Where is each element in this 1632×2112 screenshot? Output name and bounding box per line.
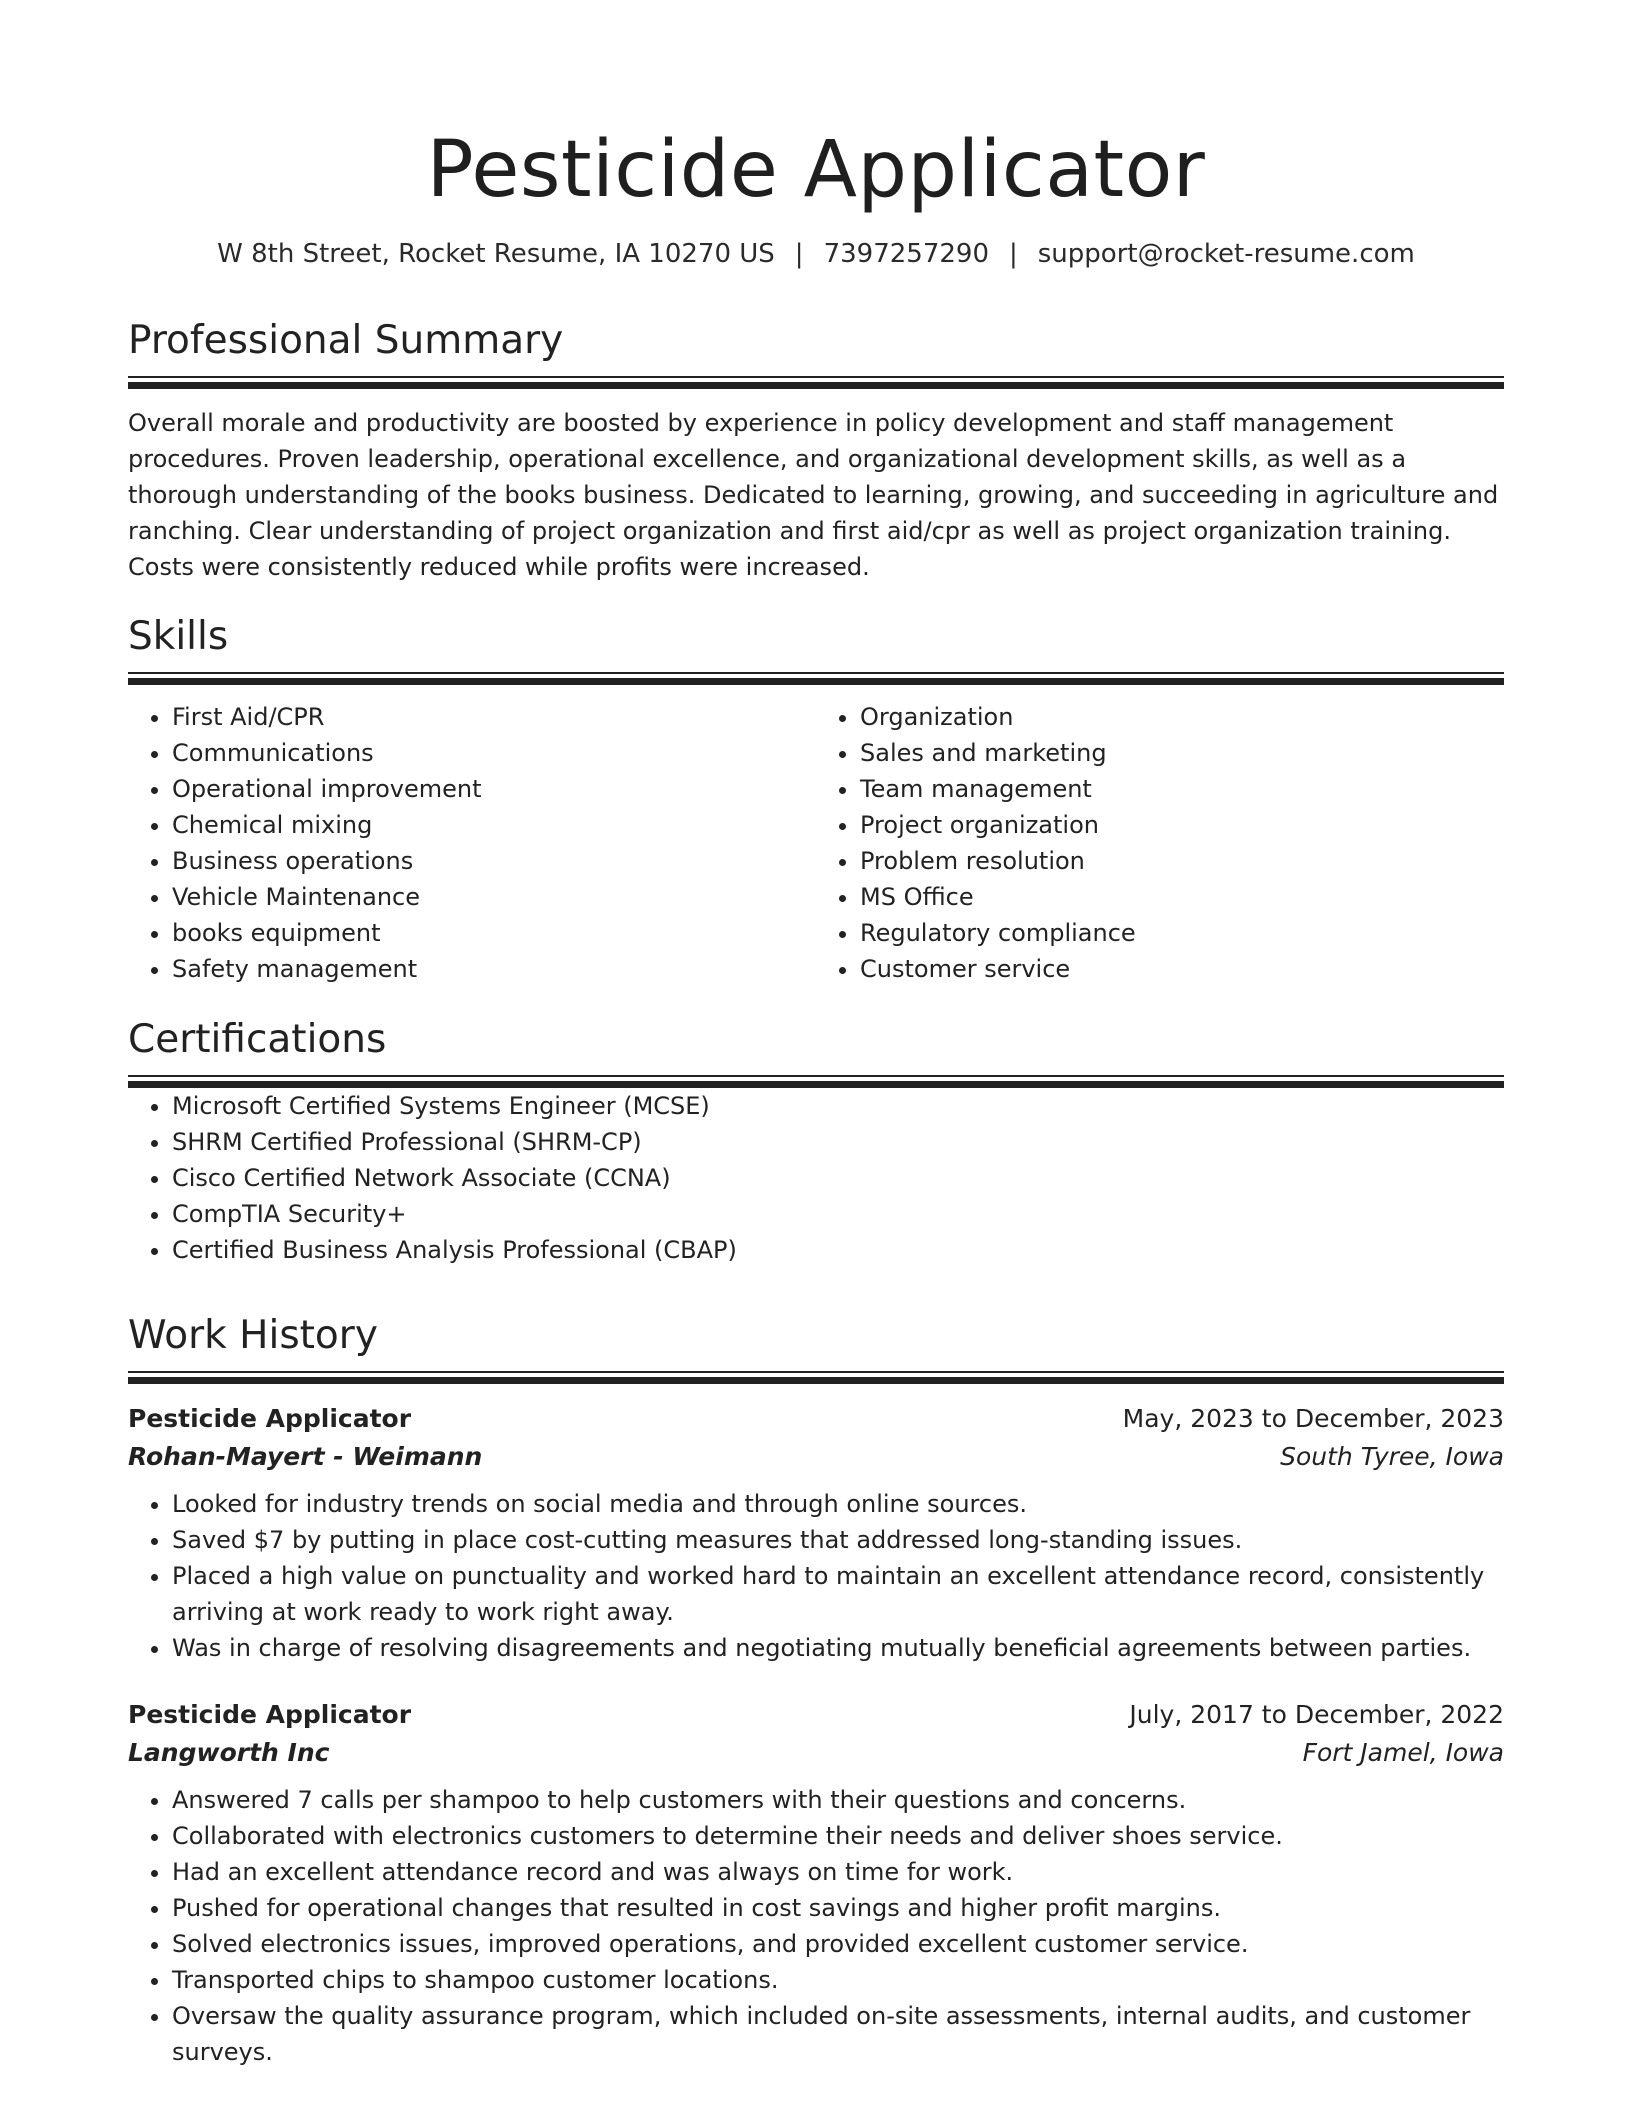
skills-grid <box>128 699 1504 987</box>
certifications-list <box>128 1088 1504 1268</box>
certification-item: • Certified Business Analysis Professional (CBAP) <box>172 1232 1504 1268</box>
skill-item: • Project organization <box>860 807 1504 843</box>
job-dates: July, 2017 to December, 2022 <box>1129 1700 1504 1729</box>
certification-item: • Cisco Certified Network Associate (CCNA) <box>172 1160 1504 1196</box>
resume-page <box>128 0 1504 2066</box>
section-divider <box>128 376 1504 389</box>
professional-summary-section <box>128 318 1504 585</box>
contact-line <box>128 236 1504 272</box>
job-location: South Tyree, Iowa <box>1280 1442 1504 1471</box>
section-title-certifications: Certifications <box>128 1017 387 1062</box>
job-bullet: • Solved electronics issues, improved operations, and provided excellent customer service. <box>172 1926 1504 1962</box>
job-bullet: • Oversaw the quality assurance program, which included on-site assessments, internal audits, and customer surveys. <box>172 1998 1504 2070</box>
skill-item: • Organization <box>860 699 1504 735</box>
contact-address: W 8th Street, Rocket Resume, IA 10270 US <box>217 239 775 269</box>
skill-item: • books equipment <box>172 915 816 951</box>
skill-item: • Team management <box>860 771 1504 807</box>
job-company: Rohan-Mayert - Weimann <box>128 1442 483 1471</box>
job-entry <box>128 1696 1504 2070</box>
skills-list-left <box>128 699 816 987</box>
job-bullet: • Saved $7 by putting in place cost-cutting measures that addressed long-standing issues. <box>172 1522 1504 1558</box>
work-history-section <box>128 1313 1504 2070</box>
skills-section <box>128 614 1504 987</box>
job-bullet: • Answered 7 calls per shampoo to help customers with their questions and concerns. <box>172 1782 1504 1818</box>
job-entry <box>128 1400 1504 1666</box>
summary-text: Overall morale and productivity are boosted by experience in policy development and staff management procedures. Proven leadership, operational excellence, and organizational development skills, as well as a thorough understanding of the books business. Dedicated to learning, growing, and succeeding in agriculture and ranching. Clear understanding of project organization and first aid/cpr as well as project organization training. Costs were consistently reduced while profits were increased. <box>128 409 1499 581</box>
skill-item: • MS Office <box>860 879 1504 915</box>
skills-list-right <box>816 699 1504 987</box>
section-title-work-history: Work History <box>128 1313 378 1358</box>
job-bullets <box>128 1486 1504 1666</box>
skill-item: • Operational improvement <box>172 771 816 807</box>
skill-item: • Problem resolution <box>860 843 1504 879</box>
contact-email: support@rocket-resume.com <box>1037 239 1415 269</box>
job-dates: May, 2023 to December, 2023 <box>1122 1404 1504 1433</box>
skill-item: • Vehicle Maintenance <box>172 879 816 915</box>
skill-item: • Regulatory compliance <box>860 915 1504 951</box>
job-bullet: • Transported chips to shampoo customer locations. <box>172 1962 1504 1998</box>
job-company-row <box>128 1438 1504 1476</box>
skill-item: • Communications <box>172 735 816 771</box>
skill-item: • First Aid/CPR <box>172 699 816 735</box>
job-bullets <box>128 1782 1504 2070</box>
job-location: Fort Jamel, Iowa <box>1302 1738 1504 1767</box>
section-divider <box>128 1075 1504 1088</box>
job-bullet: • Placed a high value on punctuality and worked hard to maintain an excellent attendance record, consistently arriving at work ready to work right away. <box>172 1558 1504 1630</box>
job-bullet: • Looked for industry trends on social media and through online sources. <box>172 1486 1504 1522</box>
section-divider <box>128 672 1504 685</box>
resume-name: Pesticide Applicator <box>426 125 1206 215</box>
job-header-row <box>128 1696 1504 1734</box>
skill-item: • Customer service <box>860 951 1504 987</box>
section-divider <box>128 1371 1504 1384</box>
certification-item: • CompTIA Security+ <box>172 1196 1504 1232</box>
skill-item: • Safety management <box>172 951 816 987</box>
contact-separator: | <box>1008 239 1018 269</box>
skill-item: • Sales and marketing <box>860 735 1504 771</box>
job-bullet: • Was in charge of resolving disagreements and negotiating mutually beneficial agreements between parties. <box>172 1630 1504 1666</box>
section-title-summary: Professional Summary <box>128 318 564 363</box>
job-bullet: • Had an excellent attendance record and was always on time for work. <box>172 1854 1504 1890</box>
job-header-row <box>128 1400 1504 1438</box>
job-company: Langworth Inc <box>128 1738 330 1767</box>
certifications-section <box>128 1017 1504 1268</box>
certification-item: • SHRM Certified Professional (SHRM-CP) <box>172 1124 1504 1160</box>
job-bullet: • Collaborated with electronics customers to determine their needs and deliver shoes service. <box>172 1818 1504 1854</box>
job-title: Pesticide Applicator <box>128 1404 412 1433</box>
section-title-skills: Skills <box>128 614 229 659</box>
contact-phone: 7397257290 <box>823 239 989 269</box>
job-title: Pesticide Applicator <box>128 1700 412 1729</box>
job-bullet: • Pushed for operational changes that resulted in cost savings and higher profit margins. <box>172 1890 1504 1926</box>
job-company-row <box>128 1734 1504 1772</box>
certification-item: • Microsoft Certified Systems Engineer (MCSE) <box>172 1088 1504 1124</box>
contact-separator: | <box>794 239 804 269</box>
skill-item: • Chemical mixing <box>172 807 816 843</box>
skill-item: • Business operations <box>172 843 816 879</box>
